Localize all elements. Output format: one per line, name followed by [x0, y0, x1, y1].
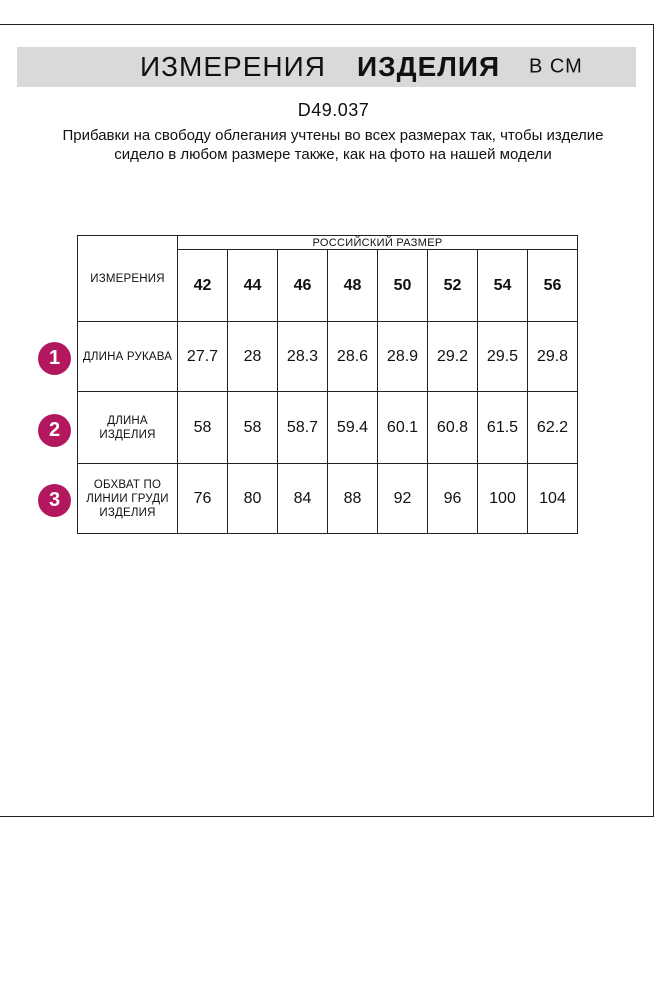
- size-group-header: РОССИЙСКИЙ РАЗМЕР: [178, 236, 578, 250]
- size-header: 44: [228, 250, 278, 322]
- size-header: 52: [428, 250, 478, 322]
- table-cell: 104: [528, 464, 578, 534]
- table-cell: 100: [478, 464, 528, 534]
- title-unit: В СМ: [529, 55, 583, 78]
- row-label: ДЛИНА ИЗДЕЛИЯ: [78, 392, 178, 464]
- row-number-badge: 3: [38, 484, 71, 517]
- table-cell: 58: [178, 392, 228, 464]
- table-cell: 28: [228, 322, 278, 392]
- size-header: 42: [178, 250, 228, 322]
- product-code: D49.037: [297, 100, 370, 120]
- table-row: [78, 322, 578, 392]
- size-table: [77, 235, 578, 534]
- title-bar: [17, 47, 636, 87]
- table-cell: 80: [228, 464, 278, 534]
- table-cell: 29.5: [478, 322, 528, 392]
- title-product: ИЗДЕЛИЯ: [357, 51, 501, 82]
- table-cell: 88: [328, 464, 378, 534]
- table-cell: 27.7: [178, 322, 228, 392]
- table-row: [78, 392, 578, 464]
- row-label: ДЛИНА РУКАВА: [78, 322, 178, 392]
- title-measurements: ИЗМЕРЕНИЯ: [140, 51, 326, 82]
- row-number-badge: 2: [38, 414, 71, 447]
- row-label: ОБХВАТ ПО ЛИНИИ ГРУДИ ИЗДЕЛИЯ: [78, 464, 178, 534]
- table-cell: 58: [228, 392, 278, 464]
- size-header: 54: [478, 250, 528, 322]
- table-row: [78, 464, 578, 534]
- table-cell: 28.3: [278, 322, 328, 392]
- table-cell: 92: [378, 464, 428, 534]
- table-cell: 84: [278, 464, 328, 534]
- table-cell: 76: [178, 464, 228, 534]
- row-number-badge: 1: [38, 342, 71, 375]
- fit-note: Прибавки на свободу облегания учтены во всех размерах так, чтобы изделие сидело в любом размере также, как на фото на нашей модели: [62, 127, 604, 163]
- table-cell: 59.4: [328, 392, 378, 464]
- size-header: 48: [328, 250, 378, 322]
- table-cell: 29.8: [528, 322, 578, 392]
- table-cell: 28.6: [328, 322, 378, 392]
- table-cell: 58.7: [278, 392, 328, 464]
- table-cell: 60.8: [428, 392, 478, 464]
- table-cell: 60.1: [378, 392, 428, 464]
- size-header: 50: [378, 250, 428, 322]
- table-cell: 28.9: [378, 322, 428, 392]
- table-cell: 96: [428, 464, 478, 534]
- table-cell: 29.2: [428, 322, 478, 392]
- table-cell: 61.5: [478, 392, 528, 464]
- corner-label: ИЗМЕРЕНИЯ: [78, 236, 178, 322]
- table-cell: 62.2: [528, 392, 578, 464]
- size-header: 56: [528, 250, 578, 322]
- size-header: 46: [278, 250, 328, 322]
